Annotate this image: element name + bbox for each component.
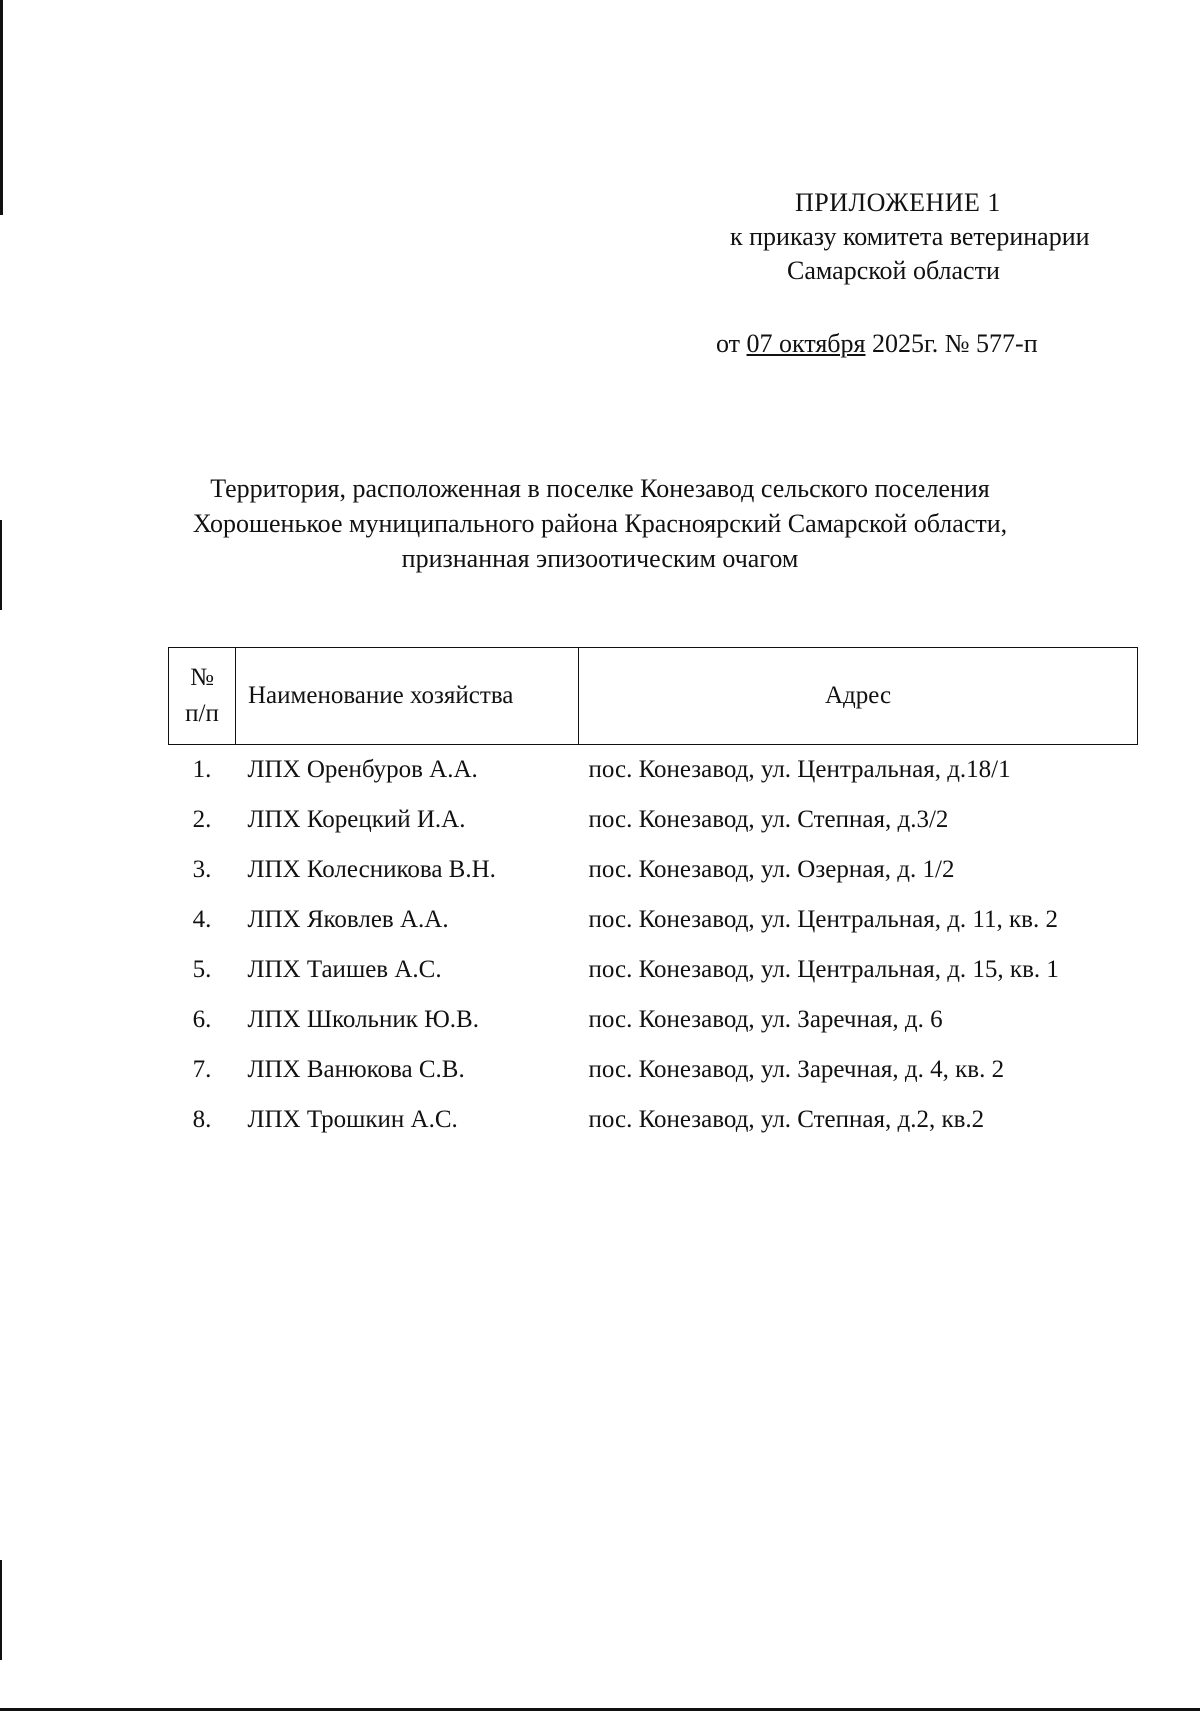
row-address: пос. Конезавод, ул. Центральная, д. 15, кв. 1 xyxy=(588,956,1059,983)
heading-line-2: Хорошенькое муниципального района Красноярский Самарской области, xyxy=(192,509,1008,538)
table-body xyxy=(169,745,1138,1146)
order-prefix: от xyxy=(716,329,747,358)
table-row xyxy=(169,845,1138,895)
row-number: 2. xyxy=(192,806,212,833)
heading-line-1: Территория, расположенная в поселке Конезавод сельского поселения xyxy=(210,474,990,503)
row-address: пос. Конезавод, ул. Заречная, д. 4, кв. 2 xyxy=(588,1056,1005,1083)
registry-table-wrapper xyxy=(168,647,1138,1145)
row-number: 7. xyxy=(192,1056,212,1083)
row-address: пос. Конезавод, ул. Заречная, д. 6 xyxy=(588,1006,943,1033)
header-address: Адрес xyxy=(579,648,1138,745)
row-farm-name: ЛПХ Трошкин А.С. xyxy=(247,1106,458,1133)
row-address: пос. Конезавод, ул. Степная, д.3/2 xyxy=(588,806,949,833)
row-address: пос. Конезавод, ул. Степная, д.2, кв.2 xyxy=(588,1106,985,1133)
row-number: 4. xyxy=(192,906,212,933)
row-farm-name: ЛПХ Корецкий И.А. xyxy=(247,806,466,833)
table-row xyxy=(169,945,1138,995)
header-number-abbrev: п/п xyxy=(185,700,219,727)
table-row xyxy=(169,995,1138,1045)
header-number xyxy=(169,648,236,745)
row-farm-name: ЛПХ Таишев А.С. xyxy=(247,956,442,983)
appendix-region: Самарской области xyxy=(787,256,1000,285)
order-number: 2025г. № 577-п xyxy=(865,329,1038,358)
scan-bottom-edge xyxy=(0,1708,1200,1711)
scan-edge-mark xyxy=(0,520,2,610)
table-row xyxy=(169,745,1138,796)
row-number: 3. xyxy=(192,856,212,883)
heading-line-3: признанная эпизоотическим очагом xyxy=(401,544,799,573)
header-number-symbol: № xyxy=(190,664,214,691)
document-heading xyxy=(100,471,1100,576)
table-row xyxy=(169,895,1138,945)
row-farm-name: ЛПХ Ванюкова С.В. xyxy=(247,1056,465,1083)
row-farm-name: ЛПХ Колесникова В.Н. xyxy=(247,856,496,883)
row-farm-name: ЛПХ Оренбуров А.А. xyxy=(247,756,478,783)
order-date: 07 октября xyxy=(746,329,866,358)
order-date-line xyxy=(716,329,1038,359)
row-farm-name: ЛПХ Яковлев А.А. xyxy=(247,906,449,933)
row-number: 5. xyxy=(192,956,212,983)
farms-table xyxy=(168,647,1138,1145)
appendix-order-reference: к приказу комитета ветеринарии xyxy=(730,222,1090,251)
table-row xyxy=(169,795,1138,845)
row-number: 6. xyxy=(192,1006,212,1033)
table-header-row xyxy=(169,648,1138,745)
header-farm-name: Наименование хозяйства xyxy=(236,648,579,745)
appendix-title: ПРИЛОЖЕНИЕ 1 xyxy=(795,188,1001,217)
row-address: пос. Конезавод, ул. Центральная, д. 11, кв. 2 xyxy=(588,906,1058,933)
table-row xyxy=(169,1045,1138,1095)
row-number: 8. xyxy=(192,1106,212,1133)
row-number: 1. xyxy=(192,756,212,783)
table-row xyxy=(169,1095,1138,1145)
row-address: пос. Конезавод, ул. Центральная, д.18/1 xyxy=(588,756,1011,783)
row-address: пос. Конезавод, ул. Озерная, д. 1/2 xyxy=(588,856,955,883)
row-farm-name: ЛПХ Школьник Ю.В. xyxy=(247,1006,479,1033)
scan-edge-mark xyxy=(0,0,3,215)
scan-edge-mark xyxy=(0,1560,2,1660)
